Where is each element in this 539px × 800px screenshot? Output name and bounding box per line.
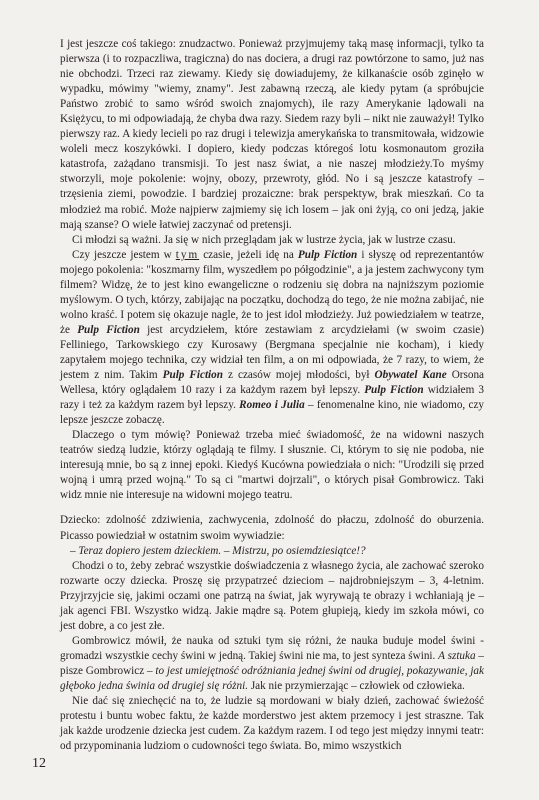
text-segment: widziałem 3 razy i też za każdym razem był lepszy. bbox=[60, 384, 484, 412]
emphasized-word: tym bbox=[175, 248, 200, 261]
film-title: Obywatel Kane bbox=[374, 369, 447, 382]
picasso-quote: – Teraz dopiero jestem dzieckiem. – Mistrzu, po osiemdziesiątce!? bbox=[70, 544, 366, 557]
text-segment: Orsona Wellesa, który oglądałem 10 razy i za każdym razem był lepszy. bbox=[60, 369, 485, 397]
text-segment: z czasów mojej młodości, był bbox=[222, 369, 375, 382]
film-title: Pulp Fiction bbox=[364, 384, 424, 397]
text-segment: jest arcydziełem, które zestawiam z arcydziełami (w swoim czasie) Felliniego, Tarkowskiego czy Kurosawy (Bergmana specjalnie nie kocham), i kiedy zapytałem mojego technika, czy widział ten film, a on mi odpowiada, że 7 razy, to wiem, że jestem z nim. Takim bbox=[60, 323, 484, 382]
paragraph-freshness-of-protest: Nie dać się zniechęcić na to, że ludzie są mordowani w biały dzień, zachować świeżość protestu i buntu wobec faktu, że każde morderstwo jest aktem przemocy i jest straszne. Tak jak każde urodzenie dziecka jest cudem. Za każdym razem. I od tego jest między innymi teatr: od przypominania ludziom o cudowności tego świata. Bo, mimo wszystkich bbox=[60, 695, 484, 753]
film-title: Pulp Fiction bbox=[162, 369, 223, 382]
page-number: 12 bbox=[32, 756, 46, 771]
text-segment: – pisze Gombrowicz – bbox=[60, 649, 485, 677]
film-title: Romeo i Julia bbox=[239, 399, 305, 412]
text-segment: czasie, jeżeli idę na bbox=[199, 248, 298, 261]
film-title: Pulp Fiction bbox=[77, 323, 140, 336]
text-segment: – fenomenalne kino, nie wiadomo, czy lepsze jeszcze zobaczę. bbox=[60, 399, 485, 427]
paragraph-young-are-important: Ci młodzi są ważni. Ja się w nich przeglądam jak w lustrze życia, jak w lustrze czasu. bbox=[72, 233, 456, 246]
paragraph-pulp-fiction bbox=[60, 248, 484, 429]
paragraph-information-boredom: I jest jeszcze coś takiego: znudzactwo. Ponieważ przyjmujemy taką masę informacji, tylko ta pierwsza (i to rozpaczliwa, tragiczna) do nas dociera, a drugi raz powtórzone to samo, już nas nie obchodzi. Trzeci raz ziewamy. Kiedy się dowiadujemy, że kilkanaście osób zginęło w wypadku, mówimy "wiemy, znamy". Jest zabawną rzeczą, ale kiedy pytam (a spróbujcie Państwo zrobić to samo wśród swoich znajomych), ile razy Amerykanie lądowali na Księżycu, to mi odpowiadają, że chyba dwa razy. Siedem razy byli – nikt nie zauważył! Tylko pierwszy raz. A kiedy lecieli po raz drugi i telewizja amerykańska to transmitowała, widzowie woleli mecz koszykówki. I dopiero, kiedy podczas któregoś lotu kosmonautom groziła katastrofa, zażądano transmisji. To jest nasz świat, a nie naszej młodzieży.To myśmy stworzyli, moje pokolenie: wojny, obozy, przewroty, głód. No i są jeszcze katastrofy – trzęsienia ziemi, powodzie. I bardziej prozaiczne: brak perspektyw, brak mieszkań. Co ta młodzież ma robić. Może najpierw zajmiemy się ich losem – jak oni żyją, co oni jedzą, jakie mają szanse? O wiele łatwiej zaczynać od pretensji. bbox=[60, 38, 484, 231]
text-segment: Gombrowicz mówił, że nauka od sztuki tym się różni, że nauka buduje model świni - gromadzi wszystkie cechy świni w jedną. Takiej świni nie ma, to jest synteza świni. bbox=[60, 634, 484, 662]
paragraph-child-abilities: Dziecko: zdolność zdziwienia, zachwycenia, zdolność do płaczu, zdolność do oburzenia. Picasso powiedział w ostatnim swoim wywiadzie: bbox=[60, 514, 484, 542]
paragraph-why-talk: Dlaczego o tym mówię? Ponieważ trzeba mieć świadomość, że na widowni naszych teatrów siedzą ludzie, którzy oglądają te filmy. I słusznie. Ci, którym to się nie podoba, nie interesują mnie, bo są z innej epoki. Kiedyś Kucówna powiedziała o nich: "Urodzili się przed wojną i umrą przed wojną." To są ci "martwi dojrzali", o których pisał Gombrowicz. Taki widz mnie nie interesuje na widowni mojego teatru. bbox=[60, 429, 484, 502]
body-text bbox=[60, 37, 484, 754]
text-segment: i słyszę od reprezentantów mojego pokolenia: "koszmarny film, wyszedłem po półgodzinie", a ja jestem zachwycony tym filmem? Widzę, że to jest kino ewangeliczne o rodzeniu się dobra na najniższym poziomie myślowym. O tych, którzy, zabijając na początku, dochodzą do tego, że nie można zabijać, nie wolno kraść. I potem się okazuje nagle, że to jest idol młodzieży. Już powiedziałem w teatrze, że bbox=[60, 248, 485, 336]
film-title: Pulp Fiction bbox=[297, 248, 358, 261]
italic-segment: to jest umiejętność odróżniania jednej świni od drugiej, pokazywanie, jak głęboko jedna świnia od drugiej się różni. bbox=[60, 664, 484, 692]
text-segment: Czy jeszcze jestem w bbox=[72, 248, 176, 261]
italic-segment: A sztuka bbox=[438, 649, 476, 662]
paragraph-child-eyes: Chodzi o to, żeby zebrać wszystkie doświadczenia z własnego życia, ale zachować szeroko rozwarte oczy dziecka. Proszę się przypatrzeć dzieciom – najdrobniejszym – 3, 4-letnim. Przyjrzyjcie się, jakimi oczami one patrzą na świat, jak wyrywają te obrazy i wchłaniają je – jak agenci FBI. Wszystko widzą. Jakie mądre są. Potem głupieją, kiedy im szkoła mówi, co jest dobre, a co jest złe. bbox=[60, 559, 484, 632]
paragraph-gombrowicz-pig bbox=[60, 634, 484, 694]
text-segment: Jak nie przymierzając – człowiek od człowieka. bbox=[248, 679, 465, 692]
